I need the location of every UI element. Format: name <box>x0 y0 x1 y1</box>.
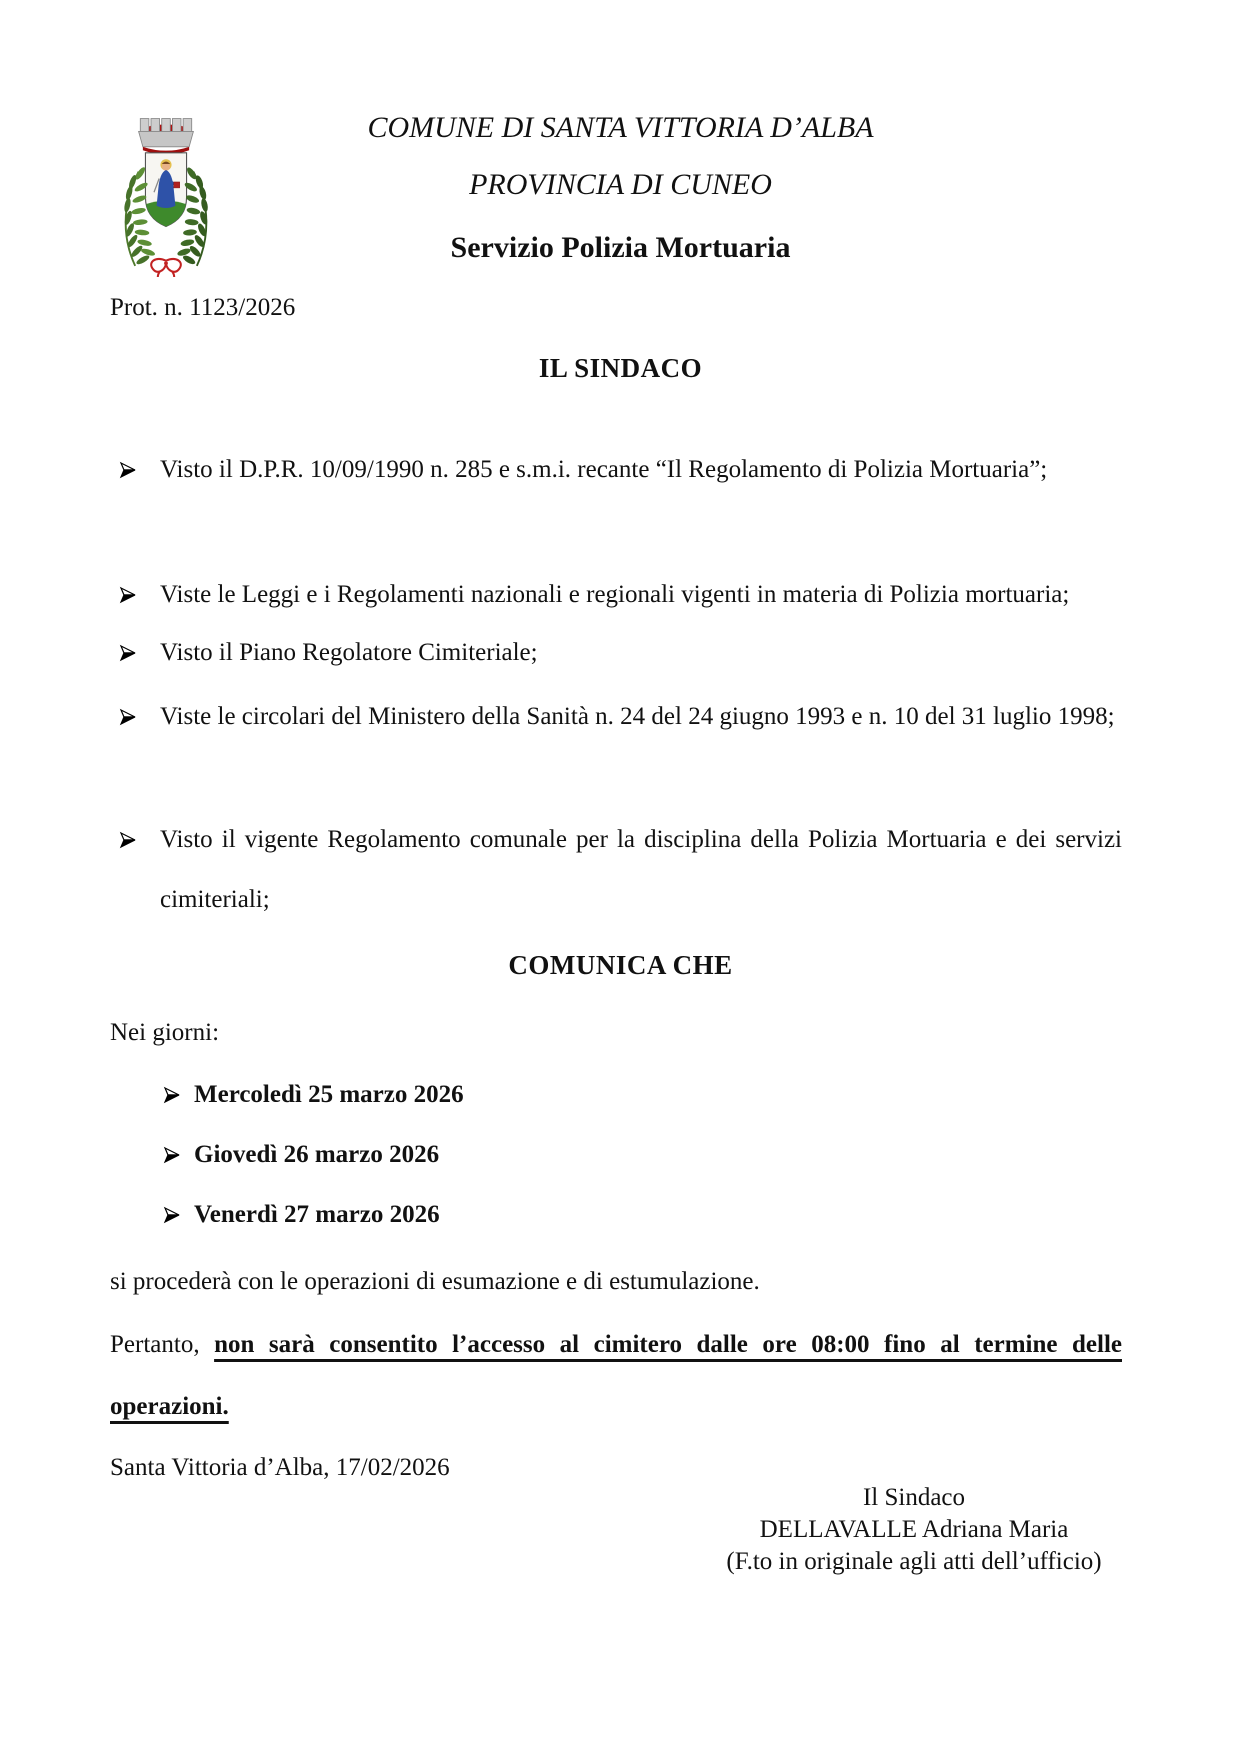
body-paragraph-pertanto <box>110 1314 1122 1438</box>
premise-item <box>110 810 1122 930</box>
dates-list <box>110 1065 1122 1245</box>
signature-block <box>614 1482 1214 1578</box>
intro-line: Nei giorni: <box>110 1019 220 1046</box>
date-text: Giovedì 26 marzo 2026 <box>194 1141 440 1168</box>
premise-item <box>110 565 1122 625</box>
pertanto-prefix: Pertanto, <box>110 1331 215 1358</box>
premise-text: Visto il vigente Regolamento comunale per la disciplina della Polizia Mortuaria e dei servizi cimiteriali; <box>160 826 1122 913</box>
arrow-bullet-icon <box>118 707 138 727</box>
date-item <box>110 1125 1122 1185</box>
protocol-number: Prot. n. 1123/2026 <box>110 294 296 321</box>
premise-item <box>110 440 1122 500</box>
date-text: Venerdì 27 marzo 2026 <box>194 1201 440 1228</box>
arrow-bullet-icon <box>118 643 138 663</box>
pertanto-emphasis: non sarà consentito l’accesso al cimitero dalle ore 08:00 fino al termine delle operazioni. <box>110 1331 1122 1420</box>
header-province: PROVINCIA DI CUNEO <box>469 168 772 201</box>
signature-name: DELLAVALLE Adriana Maria <box>759 1516 1069 1543</box>
arrow-bullet-icon <box>162 1085 182 1105</box>
arrow-bullet-icon <box>162 1145 182 1165</box>
section-title-comunica: COMUNICA CHE <box>508 950 733 980</box>
premise-item <box>110 687 1122 747</box>
date-text: Mercoledì 25 marzo 2026 <box>194 1081 464 1108</box>
place-date-line: Santa Vittoria d’Alba, 17/02/2026 <box>110 1454 450 1481</box>
premise-text: Viste le Leggi e i Regolamenti nazionali e regionali vigenti in materia di Polizia mortuaria; <box>160 581 1070 608</box>
body-line-esumazione: si procederà con le operazioni di esumazione e di estumulazione. <box>110 1268 760 1295</box>
signature-role: Il Sindaco <box>862 1484 966 1511</box>
arrow-bullet-icon <box>118 460 138 480</box>
premise-text: Viste le circolari del Ministero della Sanità n. 24 del 24 giugno 1993 e n. 10 del 31 luglio 1998; <box>160 703 1115 730</box>
header-commune: COMUNE DI SANTA VITTORIA D’ALBA <box>367 111 874 144</box>
section-title-sindaco: IL SINDACO <box>538 353 703 383</box>
premise-item <box>110 623 1122 683</box>
date-item <box>110 1065 1122 1125</box>
premise-text: Visto il Piano Regolatore Cimiteriale; <box>160 639 538 666</box>
signature-note: (F.to in originale agli atti dell’ufficio) <box>726 1548 1102 1575</box>
date-item <box>110 1185 1122 1245</box>
arrow-bullet-icon <box>118 830 138 850</box>
header-service: Servizio Polizia Mortuaria <box>450 231 791 264</box>
arrow-bullet-icon <box>118 585 138 605</box>
arrow-bullet-icon <box>162 1205 182 1225</box>
premise-text: Visto il D.P.R. 10/09/1990 n. 285 e s.m.i. recante “Il Regolamento di Polizia Mortuaria”; <box>160 456 1048 483</box>
